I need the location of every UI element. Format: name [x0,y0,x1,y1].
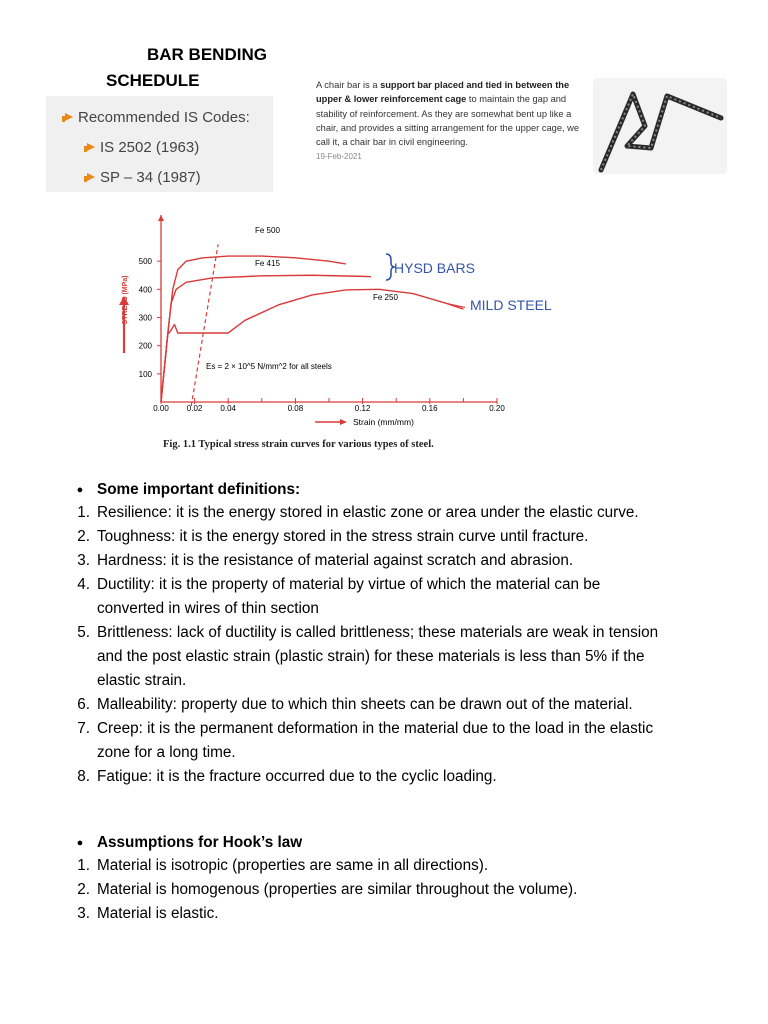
list-number: 1. [77,504,90,521]
y-tick-label: 500 [138,257,152,267]
list-item-text: Hardness: it is the resistance of material against scratch and abrasion. [97,552,574,569]
x-tick-label: 0.16 [422,404,438,413]
y-tick-label: 100 [138,369,152,379]
list-item-text: Brittleness: lack of ductility is called brittleness; these materials are weak in tension [97,624,659,641]
list-item-text: Ductility: it is the property of material by virtue of which the material can be [97,576,601,593]
y-tick-label: 200 [138,341,152,351]
list-number: 2. [77,528,90,545]
list-item-text: Malleability: property due to which thin sheets can be drawn out of the material. [97,696,633,713]
is-codes-heading: Recommended IS Codes: [78,109,250,126]
x-tick-label: 0.20 [489,404,505,413]
list-item-text: Material is homogenous (properties are similar throughout the volume). [97,881,578,898]
series-label: Fe 500 [255,226,280,235]
section-heading: Assumptions for Hook’s law [97,834,303,851]
title-line-1: BAR BENDING [147,45,267,64]
definitions-section [70,0,750,1024]
list-number: 5. [77,624,90,641]
list-item-text: elastic strain. [97,672,187,689]
series-label: Fe 250 [373,293,398,302]
chair-bar-date: 19-Feb-2021 [316,152,362,162]
x-tick-label: 0.04 [220,404,236,413]
chair-bar-text-2: to maintain the gap and stability of reinforcement. As they are somewhat bent up like a chair, and provides a sitting arrangement for the upper cage, we call it, a chair bar in civil engineering. [316,94,580,148]
x-tick-label: 0.12 [354,404,371,413]
y-tick-label: 300 [138,313,152,323]
list-item-text: Material is isotropic (properties are same in all directions). [97,857,489,874]
list-item-text: Fatigue: it is the fracture occurred due to the cyclic loading. [97,768,497,785]
list-item-text: Material is elastic. [97,905,219,922]
title-line-2: SCHEDULE [106,71,200,90]
series-label: Fe 415 [255,259,280,268]
list-number: 7. [77,720,90,737]
section-heading: Some important definitions: [97,481,301,498]
chart-caption: Fig. 1.1 Typical stress strain curves for various types of steel. [163,439,434,450]
chair-bar-text-bold: support bar placed and tied in between the upper & lower reinforcement cage [316,80,570,105]
list-item-text: Creep: it is the permanent deformation in the material due to the load in the elastic [97,720,654,737]
annotation-hysd: HYSD BARS [394,260,475,276]
list-number: 8. [77,768,90,785]
list-number: 3. [77,552,90,569]
list-item-text: Toughness: it is the energy stored in the stress strain curve until fracture. [97,528,589,545]
is-code-label: IS 2502 (1963) [100,139,200,156]
annotation-modulus: Es = 2 × 10^5 N/mm^2 for all steels [206,362,332,371]
x-tick-label: 0.02 [186,404,203,413]
list-item-text: and the post elastic strain (plastic strain) for these materials is less than 5% if the [97,648,645,665]
list-item-text: Resilience: it is the energy stored in elastic zone or area under the elastic curve. [97,504,639,521]
list-number: 4. [77,576,90,593]
y-tick-label: 400 [138,285,152,295]
list-number: 2. [77,881,90,898]
list-number: 6. [77,696,90,713]
annotation-mild-steel: MILD STEEL [470,297,552,313]
bullet-icon: ● [76,484,84,496]
is-code-label: SP – 34 (1987) [100,169,201,186]
bullet-icon: ● [76,837,84,849]
list-number: 3. [77,905,90,922]
x-tick-label: 0.00 [153,404,169,413]
chair-bar-text-1: A chair bar is a [316,80,381,90]
list-item-text: converted in wires of thin section [97,600,319,617]
x-axis-label: Strain (mm/mm) [353,417,414,427]
y-axis-label: STRESS (MPa) [122,275,129,325]
x-tick-label: 0.08 [287,404,304,413]
list-number: 1. [77,857,90,874]
list-item-text: zone for a long time. [97,744,236,761]
